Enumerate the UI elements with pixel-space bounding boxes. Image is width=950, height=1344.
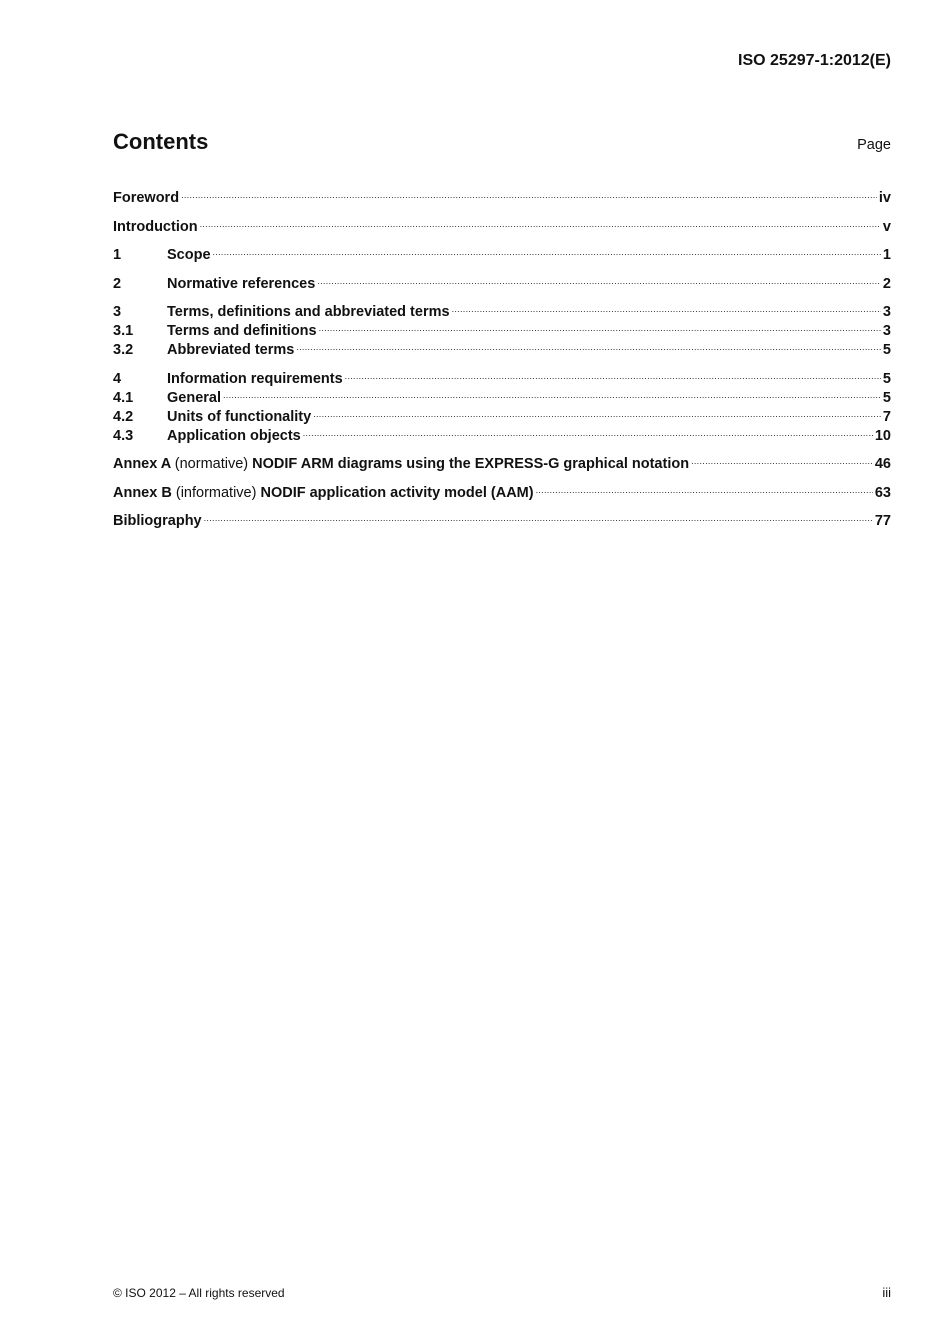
toc-entry-page: 3 bbox=[882, 323, 891, 339]
toc-entry-title: General bbox=[167, 389, 221, 406]
page-column-label: Page bbox=[857, 137, 891, 153]
dot-leader bbox=[223, 383, 881, 402]
document-id: ISO 25297-1:2012(E) bbox=[738, 52, 891, 69]
toc-entry-title: Units of functionality bbox=[167, 408, 312, 425]
toc-entry-page: 10 bbox=[874, 427, 891, 444]
toc-entry-title-group bbox=[113, 455, 689, 474]
toc-entry-scope[interactable] bbox=[113, 240, 891, 263]
table-of-contents bbox=[113, 183, 891, 529]
footer-copyright: © ISO 2012 – All rights reserved bbox=[113, 1286, 285, 1300]
toc-entry-title: Introduction bbox=[113, 218, 198, 235]
toc-entry-page: 1 bbox=[882, 247, 891, 263]
toc-entry-title: Normative references bbox=[167, 275, 316, 292]
annex-label: Annex A bbox=[113, 456, 171, 472]
toc-entry-information-requirements[interactable] bbox=[113, 364, 891, 387]
toc-entry-number: 3 bbox=[113, 304, 122, 320]
toc-entry-page: 2 bbox=[882, 275, 891, 292]
toc-entry-page: 63 bbox=[874, 484, 891, 501]
toc-entry-number: 4.2 bbox=[113, 408, 134, 425]
toc-entry-title: NODIF application activity model (AAM) bbox=[260, 484, 534, 501]
toc-entry-page: 5 bbox=[882, 370, 891, 387]
annex-label: Annex B bbox=[113, 484, 172, 501]
annex-qualifier: (informative) bbox=[175, 484, 257, 501]
dot-leader bbox=[200, 212, 881, 231]
dot-leader bbox=[452, 297, 881, 316]
toc-entry-number: 3.1 bbox=[113, 323, 134, 339]
toc-entry-page: 5 bbox=[882, 342, 891, 358]
footer-page-number: iii bbox=[882, 1285, 891, 1300]
toc-entry-number: 2 bbox=[113, 275, 122, 292]
toc-entry-terms-definitions[interactable] bbox=[113, 297, 891, 320]
toc-entry-title: Abbreviated terms bbox=[167, 342, 295, 358]
toc-entry-title: Terms, definitions and abbreviated terms bbox=[167, 304, 450, 320]
toc-entry-units-of-functionality[interactable] bbox=[113, 402, 891, 425]
dot-leader bbox=[319, 316, 881, 335]
dot-leader bbox=[345, 364, 881, 383]
toc-entry-foreword[interactable] bbox=[113, 183, 891, 206]
toc-entry-number: 4 bbox=[113, 370, 122, 387]
toc-entry-annex-b[interactable] bbox=[113, 478, 891, 501]
toc-entry-page: v bbox=[882, 218, 891, 235]
toc-entry-number: 4.1 bbox=[113, 389, 134, 406]
toc-entry-general[interactable] bbox=[113, 383, 891, 406]
dot-leader bbox=[181, 183, 877, 202]
toc-entry-number: 4.3 bbox=[113, 427, 134, 444]
contents-heading: Contents bbox=[113, 129, 209, 154]
dot-leader bbox=[303, 421, 873, 440]
toc-entry-title: Foreword bbox=[113, 190, 180, 206]
toc-entry-title: Bibliography bbox=[113, 513, 202, 529]
toc-entry-title: Terms and definitions bbox=[167, 323, 317, 339]
toc-entry-title: Application objects bbox=[167, 427, 301, 444]
toc-entry-number: 3.2 bbox=[113, 342, 134, 358]
toc-entry-page: 3 bbox=[882, 304, 891, 320]
dot-leader bbox=[536, 478, 873, 497]
toc-entry-annex-a[interactable] bbox=[113, 449, 891, 472]
toc-entry-title: Information requirements bbox=[167, 370, 343, 387]
toc-entry-bibliography[interactable] bbox=[113, 506, 891, 529]
toc-entry-page: 7 bbox=[882, 408, 891, 425]
toc-entry-page: 46 bbox=[874, 456, 891, 472]
toc-entry-title: Scope bbox=[167, 247, 211, 263]
dot-leader bbox=[213, 240, 881, 259]
toc-entry-normative-references[interactable] bbox=[113, 269, 891, 292]
toc-entry-page: 77 bbox=[874, 513, 891, 529]
toc-entry-page: 5 bbox=[882, 389, 891, 406]
toc-entry-introduction[interactable] bbox=[113, 212, 891, 235]
dot-leader bbox=[296, 335, 881, 354]
toc-entry-number: 1 bbox=[113, 247, 122, 263]
toc-entry-title: NODIF ARM diagrams using the EXPRESS-G graphical notation bbox=[252, 456, 690, 472]
dot-leader bbox=[313, 402, 881, 421]
dot-leader bbox=[691, 449, 873, 468]
toc-entry-title-group bbox=[113, 484, 534, 503]
dot-leader bbox=[204, 506, 873, 525]
annex-qualifier: (normative) bbox=[174, 456, 249, 472]
toc-entry-page: iv bbox=[878, 190, 891, 206]
dot-leader bbox=[317, 269, 881, 288]
